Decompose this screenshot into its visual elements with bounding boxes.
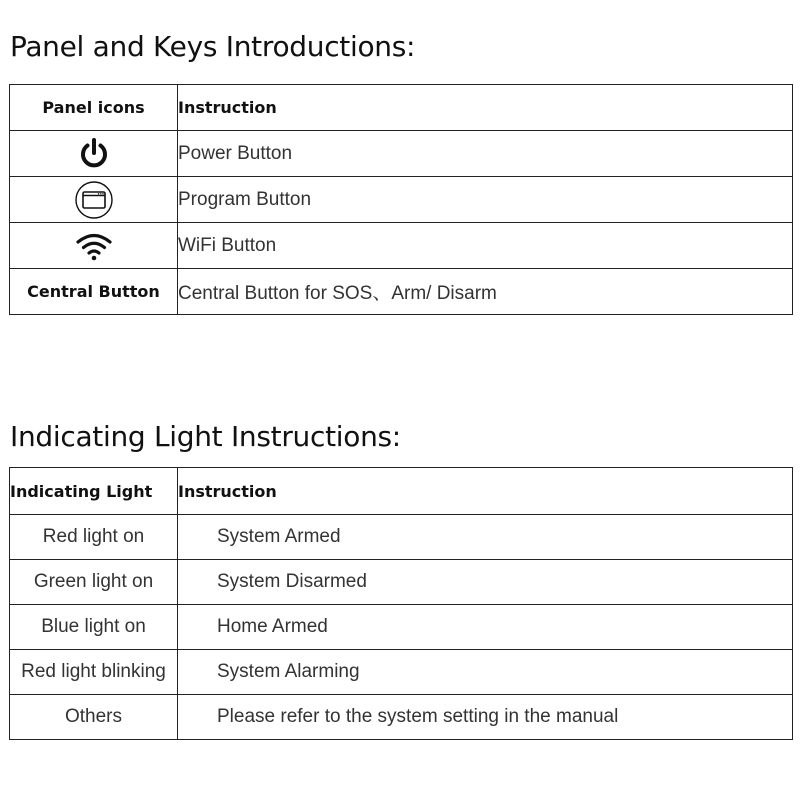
instruction-cell: Home Armed: [178, 605, 793, 650]
instruction-cell: Program Button: [178, 177, 793, 223]
panel-section-title: Panel and Keys Introductions:: [10, 30, 416, 63]
light-state-cell: Others: [10, 695, 178, 740]
light-section-title: Indicating Light Instructions:: [10, 420, 401, 453]
wifi-icon: [74, 230, 114, 262]
instruction-cell: Power Button: [178, 131, 793, 177]
instruction-cell: Please refer to the system setting in the manual: [178, 695, 793, 740]
icon-cell: [10, 177, 178, 223]
table-row: [10, 177, 793, 223]
instruction-cell: System Disarmed: [178, 560, 793, 605]
table-header-row: [10, 468, 793, 515]
table-row: [10, 515, 793, 560]
column-header-panel-icons: Panel icons: [10, 85, 178, 131]
column-header-instruction: Instruction: [178, 468, 793, 515]
table-row: [10, 650, 793, 695]
table-row: [10, 560, 793, 605]
indicating-light-table: [9, 467, 793, 740]
light-state-cell: Blue light on: [10, 605, 178, 650]
instruction-cell: WiFi Button: [178, 223, 793, 269]
light-state-cell: Red light blinking: [10, 650, 178, 695]
table-header-row: [10, 85, 793, 131]
icon-cell: [10, 223, 178, 269]
column-header-instruction: Instruction: [178, 85, 793, 131]
table-row: [10, 605, 793, 650]
light-state-cell: Red light on: [10, 515, 178, 560]
power-icon: [76, 136, 112, 172]
instruction-cell: Central Button for SOS、Arm/ Disarm: [178, 269, 793, 315]
panel-keys-table: [9, 84, 793, 315]
table-row: [10, 131, 793, 177]
column-header-indicating-light: Indicating Light: [10, 468, 178, 515]
light-state-cell: Green light on: [10, 560, 178, 605]
instruction-cell: System Armed: [178, 515, 793, 560]
table-row: [10, 223, 793, 269]
icon-cell: [10, 131, 178, 177]
table-row: [10, 269, 793, 315]
central-button-label: Central Button: [10, 269, 178, 315]
instruction-cell: System Alarming: [178, 650, 793, 695]
program-window-icon: [74, 180, 114, 220]
table-row: [10, 695, 793, 740]
